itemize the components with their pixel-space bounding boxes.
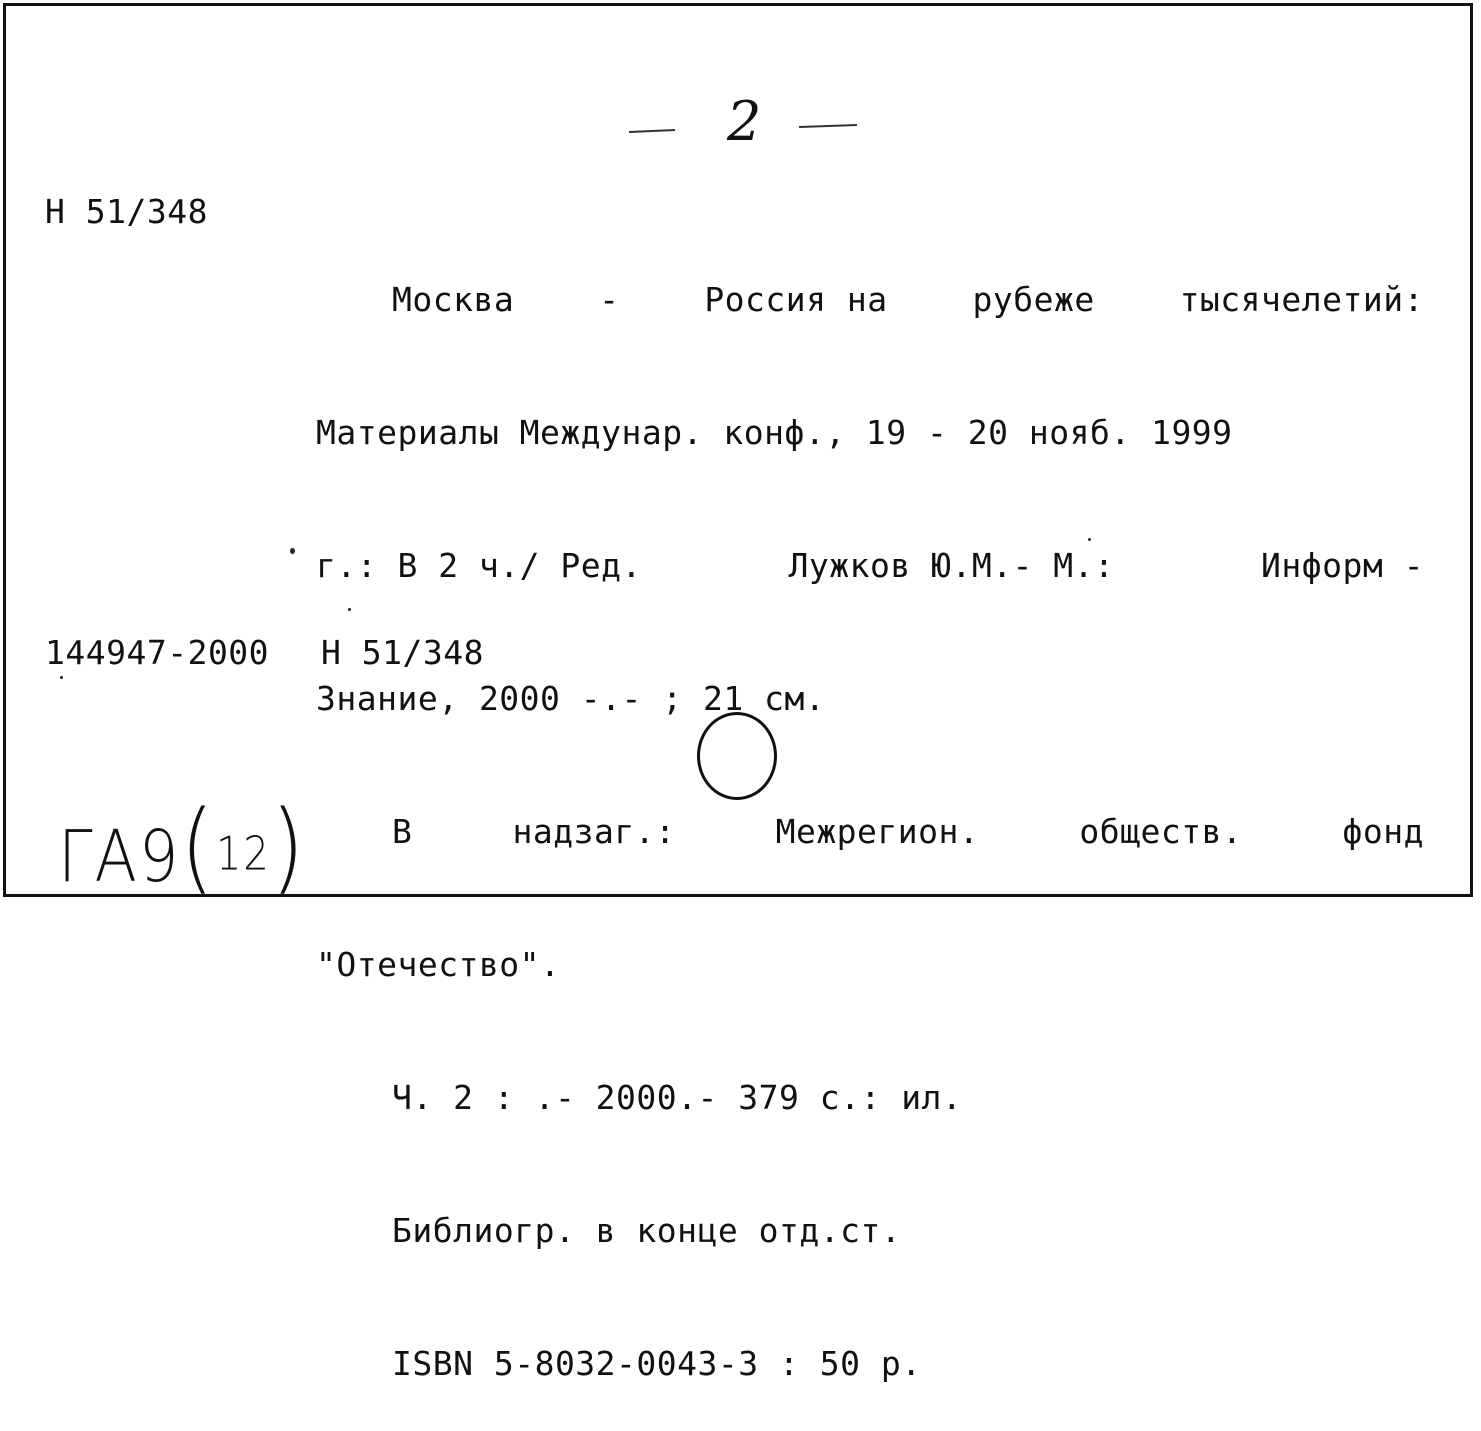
scan-speck: [1088, 538, 1091, 541]
record-line-note: В надзаг.: Межрегион. обществ. фонд: [392, 812, 1424, 851]
scan-speck: [60, 676, 63, 679]
bibliographic-record: [316, 190, 1424, 1431]
shelf-mark: Н 51/348: [45, 192, 208, 231]
handwritten-code: ГА9(12): [58, 790, 307, 905]
bottom-shelf-mark: Н 51/348: [321, 633, 484, 672]
page-number-digit: 2: [727, 90, 762, 153]
record-line-bibliography: Библиогр. в конце отд.ст.: [392, 1211, 902, 1250]
record-line-title: Москва - Россия на рубеже тысячелетий:: [392, 280, 1424, 319]
record-line-isbn: ISBN 5-8032-0043-3 : 50 р.: [392, 1344, 922, 1383]
record-line-volume: Ч. 2 : .- 2000.- 379 с.: ил.: [392, 1078, 963, 1117]
record-line-subtitle: Материалы Междунар. конф., 19 - 20 нояб. 1999: [316, 413, 1233, 452]
record-line-imprint: Знание, 2000 -.- ; 21 см.: [316, 679, 826, 718]
punch-hole: [697, 712, 777, 800]
record-line-editor: г.: В 2 ч./ Ред. Лужков Ю.М.- М.: Информ -: [316, 546, 1424, 585]
accession-number: 144947-2000: [45, 633, 270, 672]
scan-speck: [290, 548, 295, 554]
accession-line: [45, 631, 484, 675]
record-line-note-cont: "Отечество".: [316, 945, 561, 984]
scan-speck: [348, 608, 351, 611]
page-number: [627, 90, 867, 170]
